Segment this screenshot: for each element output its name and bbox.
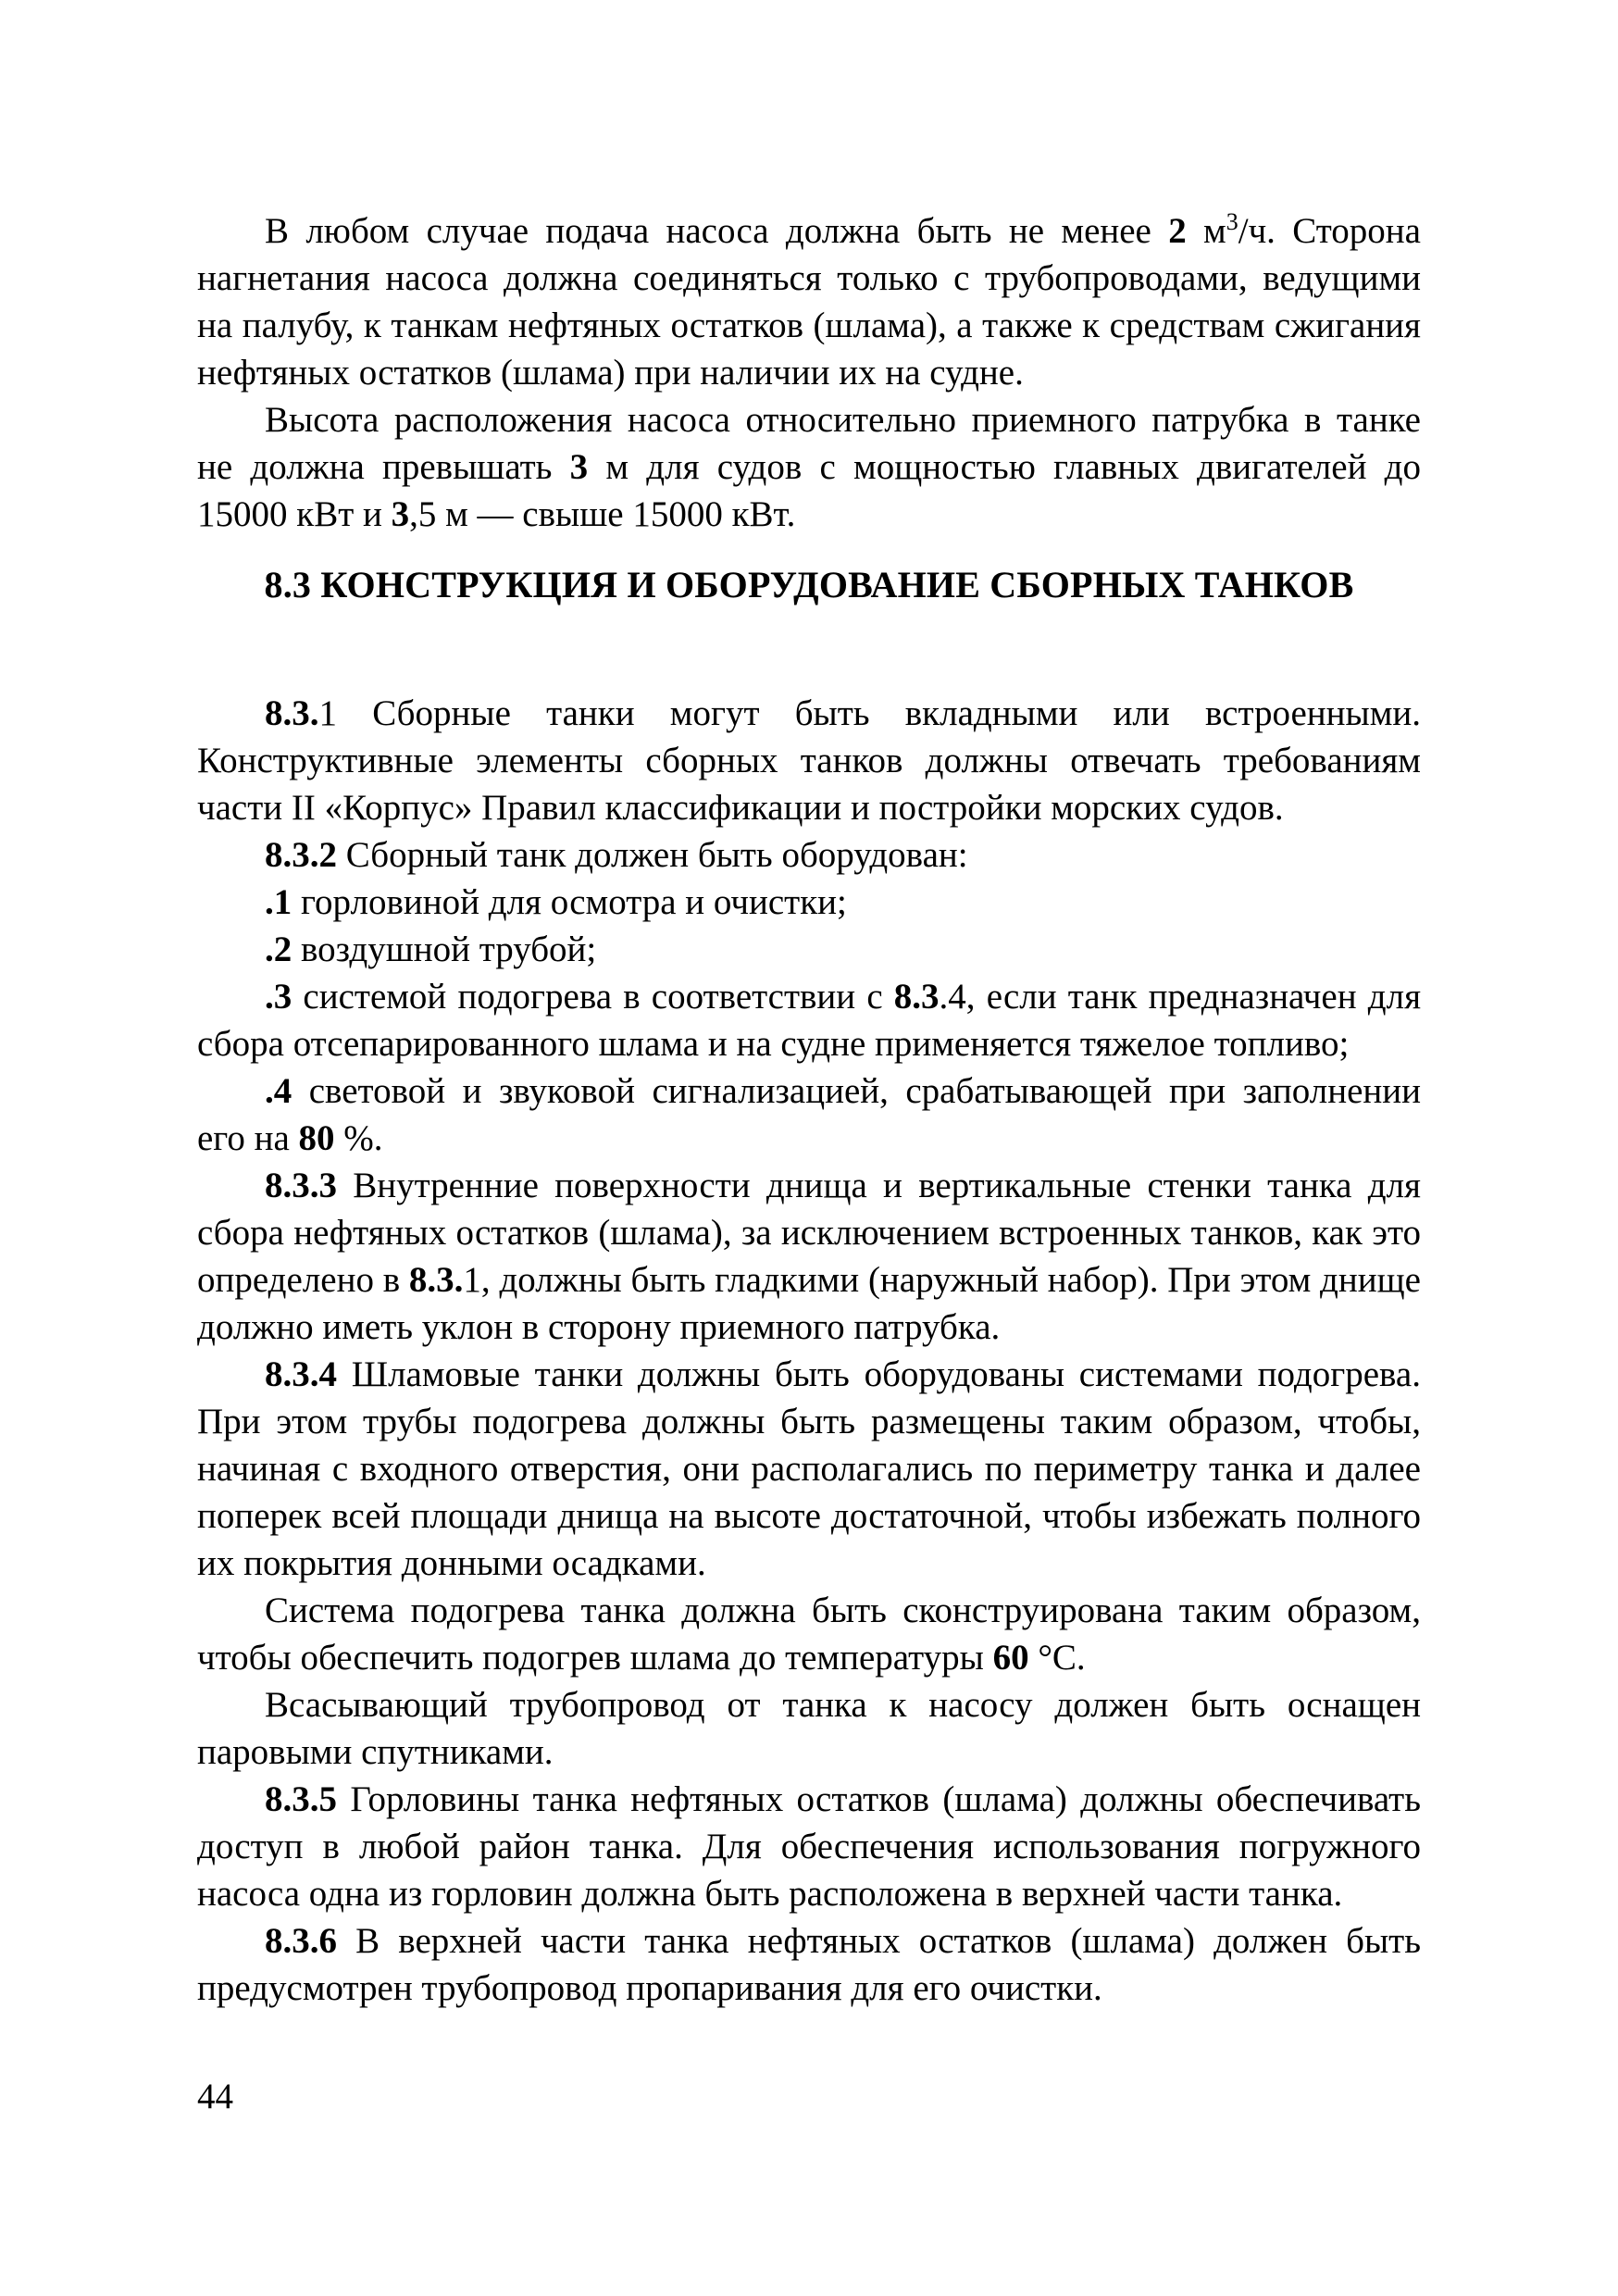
section-8-3-4: 8.3.4 Шламовые танки должны быть оборудованы системами подогрева. При этом трубы подогрева должны быть размещены таким образом, чтобы, начиная с входного отверстия, они располагались по периметру танка и далее поперек всей площади днища на высоте достаточной, чтобы избежать полного их покрытия донными осадками. (197, 1354, 1421, 1583)
intro-block (197, 207, 1421, 538)
list-item-3: .3 системой подогрева в соответствии с 8.3.4, если танк предназначен для сбора отсепарированного шлама и на судне применяется тяжелое топливо; (197, 977, 1422, 1064)
section-8-3-1: 8.3.1 Сборные танки могут быть вкладными или встроенными. Конструктивные элементы сборных танков должны отвечать требованиям части II «Корпус» Правил классификации и постройки морских судов. (197, 693, 1421, 828)
value-percent: 80 (298, 1118, 335, 1158)
value-height-1: 3 (569, 447, 589, 487)
value-capacity: 2 (1168, 211, 1187, 251)
section-number: 8.3.3 (265, 1166, 337, 1205)
page-number: 44 (197, 2077, 233, 2116)
cross-reference: 8.3. (408, 1260, 464, 1300)
section-number: 8.3.2 (265, 835, 337, 875)
value-height-2: 3 (391, 494, 410, 534)
cross-reference: 8.3 (893, 977, 940, 1017)
list-item-1: .1 горловиной для осмотра и очистки; (265, 882, 847, 922)
section-number: 8.3.5 (265, 1779, 337, 1819)
item-number: .3 (265, 977, 292, 1017)
list-item-4: .4 световой и звуковой сигнализацией, срабатывающей при заполнении его на 80 %. (197, 1071, 1421, 1158)
section-number: 8.3.6 (265, 1921, 337, 1961)
item-number: .2 (265, 930, 292, 969)
section-8-3-6: 8.3.6 В верхней части танка нефтяных остатков (шлама) должен быть предусмотрен трубопровод пропаривания для его очистки. (197, 1921, 1421, 2008)
item-number: .1 (265, 882, 292, 922)
paragraph-suction-pipe: Всасывающий трубопровод от танка к насосу должен быть оснащен паровыми спутниками. (197, 1685, 1421, 1772)
section-8-3-5: 8.3.5 Горловины танка нефтяных остатков (шлама) должны обеспечивать доступ в любой район танка. Для обеспечения использования погружного насоса одна из горловин должна быть расположена в верхней части танка. (197, 1779, 1421, 1914)
section-heading: 8.3 КОНСТРУКЦИЯ И ОБОРУДОВАНИЕ СБОРНЫХ ТАНКОВ (264, 564, 1354, 605)
paragraph-pump-height: Высота расположения насоса относительно приемного патрубка в танке не должна превышать 3 м для судов с мощностью главных двигателей до 15000 кВт и 3,5 м — свыше 15000 кВт. (197, 400, 1421, 534)
superscript-3: 3 (1226, 208, 1238, 235)
item-number: .4 (265, 1071, 292, 1111)
list-item-2: .2 воздушной трубой; (265, 930, 597, 969)
paragraph-pump-capacity: В любом случае подача насоса должна быть не менее 2 $м^3/ч$. Сторона нагнетания насоса должна соединяться только с трубопроводами, ведущими на палубу, к танкам нефтяных остатков (шлама), а также к средствам сжигания нефтяных остатков (шлама) при наличии их на судне. (197, 208, 1421, 393)
paragraph-heating-temperature: Система подогрева танка должна быть сконструирована таким образом, чтобы обеспечить подогрев шлама до температуры 60 °С. (197, 1591, 1421, 1678)
section-number: 8.3.4 (265, 1354, 337, 1394)
value-temperature: 60 (992, 1638, 1029, 1678)
sections-block (197, 690, 1421, 2012)
section-8-3-3: 8.3.3 Внутренние поверхности днища и вертикальные стенки танка для сбора нефтяных остатков (шлама), за исключением встроенных танков, как это определено в 8.3.1, должны быть гладкими (наружный набор). При этом днище должно иметь уклон в сторону приемного патрубка. (197, 1166, 1421, 1347)
section-number: 8.3. (265, 693, 319, 733)
section-8-3-2: 8.3.2 Сборный танк должен быть оборудован: (265, 835, 968, 875)
